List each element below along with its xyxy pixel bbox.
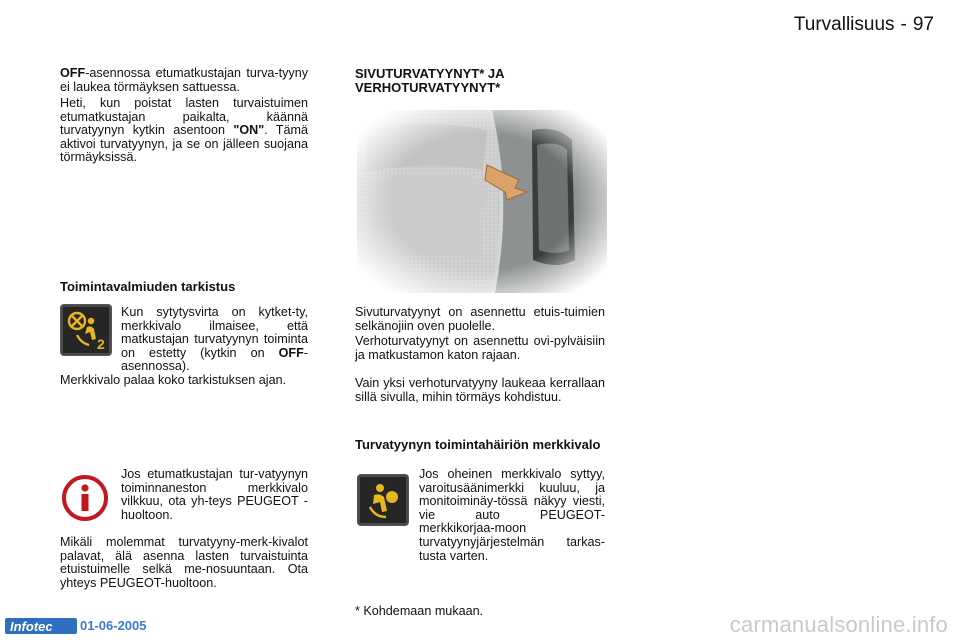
- warning-paragraph: Jos etumatkustajan tur-vatyynyn toiminnaneston merkkivalo vilkkuu, ota yh-teys PEUGEOT -huoltoon.: [121, 467, 308, 522]
- check-description: [121, 306, 308, 374]
- page-number: 97: [912, 14, 934, 35]
- fault-light-paragraph: [355, 468, 605, 563]
- reactivate-paragraph: [60, 97, 308, 165]
- check-text-b: -asennossa).: [121, 345, 308, 374]
- reactivate-text-a: Heti, kun poistat lasten turvaistuimen etumatkustajan paikalta, käännä turvatyynyn kytkin asentoon: [60, 96, 308, 138]
- both-lights-paragraph: Mikäli molemmat turvatyyny-merk-kivalot palavat, älä asenna lasten turvaistuinta etuistuimelle selkä me-nosuuntaan. Ota yhteys PEUGEOT-huoltoon.: [60, 535, 308, 590]
- check-text-a: Kun sytytysvirta on kytket-ty, merkkivalo ilmaisee, että matkustajan turvatyynyn toiminta on estetty (kytkin on: [121, 305, 308, 360]
- curtain-airbag-location-paragraph: Verhoturvatyynyt on asennettu ovi-pylväisiin ja matkustamon katon rajaan.: [355, 334, 605, 362]
- check-heading: Toimintavalmiuden tarkistus: [60, 279, 236, 294]
- section-title-side-airbags: SIVUTURVATYYNYT* JA VERHOTURVATYYNYT*: [355, 66, 505, 95]
- header-separator: -: [900, 14, 907, 35]
- fault-text: Jos oheinen merkkivalo syttyy, varoitusäänimerkki kuuluu, ja monitoiminäy-tössä näkyy viesti, vie auto PEUGEOT-merkkikorjaa-moon turvatyynyjärjestelmän tarkas-tusta varten.: [419, 467, 605, 563]
- information-icon: [60, 473, 110, 523]
- watermark: carmanualsonline.info: [729, 612, 948, 637]
- seat-side-airbag-photo: [357, 110, 607, 293]
- check-off-keyword: OFF: [278, 345, 304, 360]
- page-header: [794, 14, 934, 36]
- infotec-logo-text: Infotec: [10, 619, 53, 634]
- curtain-deploy-paragraph: Vain yksi verhoturvatyyny laukeaa kerrallaan sillä sivulla, mihin törmäys kohdistuu.: [355, 376, 605, 404]
- side-airbag-location-paragraph: Sivuturvatyynyt on asennettu etuis-tuimien selkänojiin oven puolelle.: [355, 305, 605, 333]
- on-keyword: "ON": [233, 123, 265, 138]
- check-duration-paragraph: Merkkivalo palaa koko tarkistuksen ajan.: [60, 373, 287, 387]
- fault-light-heading: Turvatyynyn toimintahäiriön merkkivalo: [355, 437, 601, 452]
- off-keyword: OFF: [60, 66, 86, 80]
- section-title: Turvallisuus: [793, 14, 895, 35]
- print-date: 01-06-2005: [80, 618, 147, 633]
- footnote: * Kohdemaan mukaan.: [355, 604, 484, 618]
- airbag-off-warning-icon: [60, 304, 112, 356]
- off-position-paragraph: [60, 67, 308, 94]
- infotec-logo: [5, 618, 77, 634]
- reactivate-text-b: . Tämä aktivoi turvatyynyn, ja se on jälleen suojana törmäyksissä.: [60, 123, 309, 165]
- off-paragraph-text: -asennossa etumatkustajan turva-tyyny ei laukea törmäyksen sattuessa.: [60, 66, 308, 94]
- svg-text:2: 2: [97, 336, 105, 352]
